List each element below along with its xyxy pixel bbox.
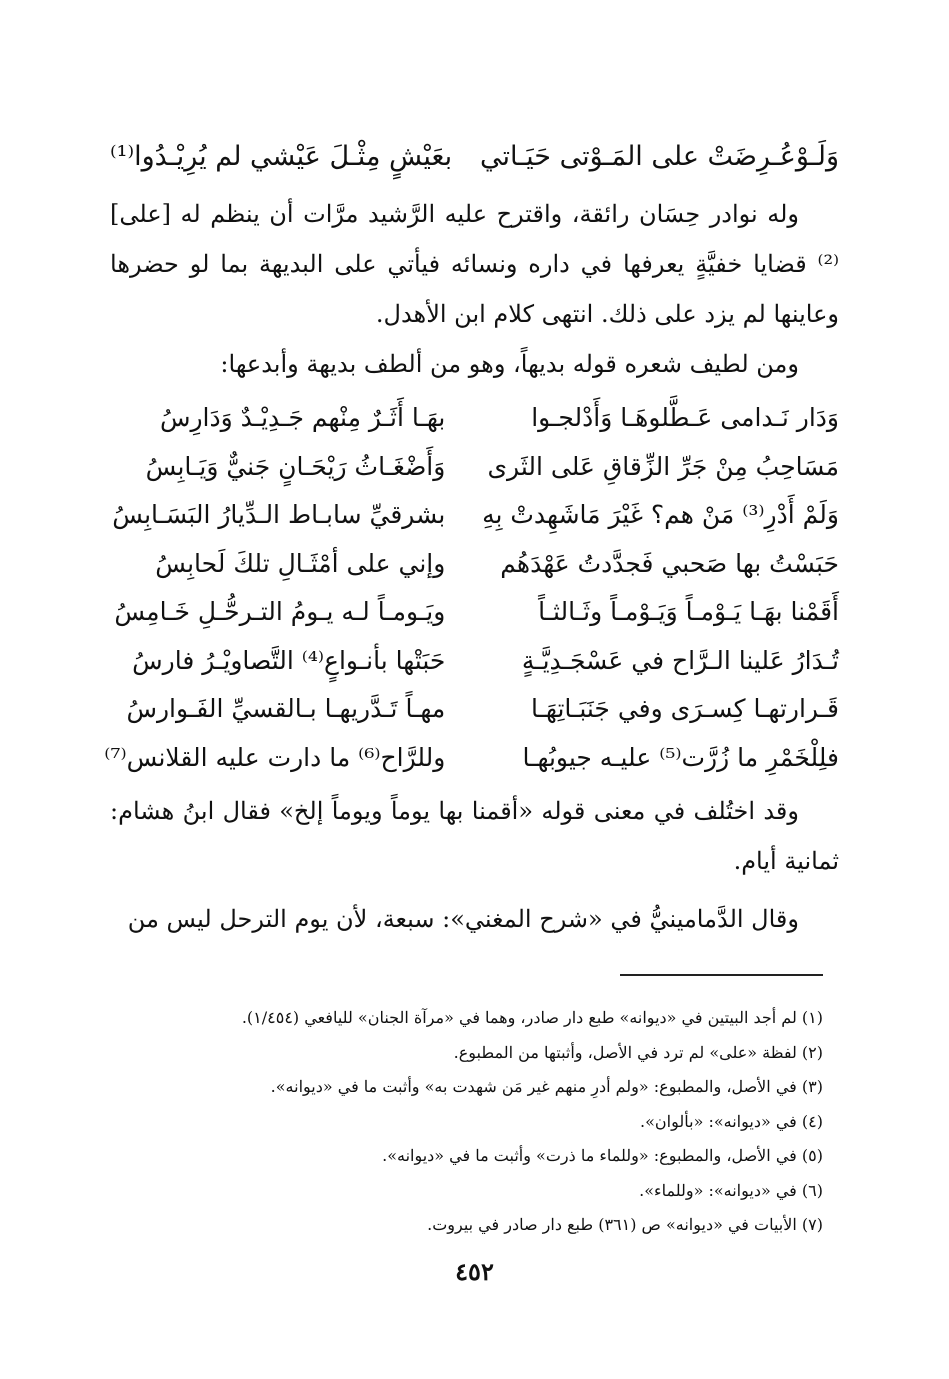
body-text-lower xyxy=(110,786,839,944)
opening-verse-first-hemistich: وَلَـوْعُـرِضَتْ على المَـوْتى حَيَـاتي xyxy=(480,141,839,172)
footnote: (٦) في «ديوانه»: «وللماء». xyxy=(639,1180,823,1200)
poem-line xyxy=(110,637,839,686)
body-text-upper xyxy=(110,189,839,389)
footnote: (٢) لفظة «على» لم ترد في الأصل، وأثبتها من المطبوع. xyxy=(453,1042,823,1062)
footnote: (٣) في الأصل، والمطبوع: «ولم أدرِ منهم غير مَن شهدت به» وأثبت ما في «ديوانه». xyxy=(270,1077,823,1096)
poem-line xyxy=(110,685,839,734)
poem-line xyxy=(110,540,839,589)
poem-second-hemistich: مهـاً تَـدَّريهـا بـالقسيِّ الفَـوارسُ xyxy=(126,694,446,723)
page-number: ٤٥٢ xyxy=(455,1257,494,1286)
poem-line xyxy=(110,491,839,540)
poem-first-hemistich: وَدَار نَـدامى عَـطَّلوهَـا وَأَدْلجـوا xyxy=(531,403,839,432)
opening-verse xyxy=(110,130,839,184)
poem-second-hemistich: وللرَّاح⁽⁶⁾ ما دارت عليه القلانس⁽⁷⁾ xyxy=(104,742,446,772)
paragraph-4: وقال الدَّمامينيُّ في «شرح المغني»: سبعة، لأن يوم الترحل ليس من xyxy=(127,905,799,933)
footnote: (٥) في الأصل، والمطبوع: «وللماء ما ذرت» وأثبت ما في «ديوانه». xyxy=(382,1146,823,1165)
footnote: (٤) في «ديوانه»: «بألوان». xyxy=(640,1111,823,1131)
footnote: (١) لم أجد البيتين في «ديوانه» طبع دار صادر، وهما في «مرآة الجنان» لليافعي (١/٤٥٤). xyxy=(241,1008,823,1027)
poem-first-hemistich: أَقَمْنا بهَـا يَـوْمـاً وَيَـوْمـاً وثَـالثـاً xyxy=(538,597,839,626)
poem-second-hemistich: ويَـومـاً لـه يـومُ التـرحُّـلِ خَـامِسُ xyxy=(114,597,446,626)
poem-second-hemistich: وإني على أمْثَـالِ تلكَ لَحابِسُ xyxy=(155,548,446,578)
poem-first-hemistich: قَـرارتهـا كِسـرَى وفي جَنَبَـاتِهَـا xyxy=(530,694,839,723)
poem-line xyxy=(110,588,839,637)
footnotes xyxy=(110,1001,823,1243)
paragraph-1: وله نوادر حِسَان رائقة، واقترح عليه الرَّشيد مرَّات أن ينظم له [على]⁽²⁾ قضايا خفيَّةٍ يعرفها في داره ونسائه فيأتي على البديهة بما لو حضرها وعاينها لم يزد على ذلك. انتهى كلام ابن الأهدل. xyxy=(110,200,839,328)
footnote-separator xyxy=(620,974,823,976)
poem-line xyxy=(110,443,839,492)
poem-second-hemistich: حَبَتْها بأنـواعٍ⁽⁴⁾ التَّصاويْـرُ فارسُ xyxy=(132,645,446,675)
poem-second-hemistich: بشرقيِّ سابـاط الـدِّيارُ البَسَـابِسُ xyxy=(112,500,446,529)
poem-first-hemistich: مَسَاحِبُ مِنْ جَرِّ الزِّقاقِ عَلى الثَرى xyxy=(487,451,839,481)
footnote: (٧) الأبيات في «ديوانه» ص (٣٦١) طبع دار صادر في بيروت. xyxy=(427,1215,823,1234)
poem-line xyxy=(104,734,839,783)
paragraph-2: ومن لطيف شعره قوله بديهاً، وهو من ألطف بديهة وأبدعها: xyxy=(220,350,799,378)
poem-first-hemistich: حَبَسْتُ بها صَحبي فَجدَّدتُ عَهْدَهُم xyxy=(500,548,839,578)
poem-line xyxy=(110,394,839,443)
paragraph-3: وقد اختُلف في معنى قوله «أقمنا بها يوماً ويوماً إلخ» فقال ابنُ هشام: ثمانية أيام. xyxy=(110,797,839,875)
poem-first-hemistich: فلِلْخَمْرِ ما زُرَّت⁽⁵⁾ عليـه جيوبُهـا xyxy=(522,742,839,772)
poem-first-hemistich: وَلَمْ أَدْرِ⁽³⁾ مَنْ هم؟ غَيْرَ مَاشَهِدتْ بِهِ xyxy=(482,500,839,529)
poem-second-hemistich: وَأَضْغَـاثُ رَيْحَـانٍ جَنيٌّ وَيَـابِسُ xyxy=(145,451,446,481)
opening-verse-second-hemistich: بعَيْشٍ مِثْـلَ عَيْشي لم يُرِيْـدُوا⁽¹⁾ xyxy=(110,141,453,172)
poem-first-hemistich: تُـدَارُ عَلينا الـرَّاح في عَسْجَـدِيَّـةٍ xyxy=(521,645,839,675)
poem-second-hemistich: بهَـا أَثَـرٌ مِنْهم جَـدِيْـدٌ وَدَارِسُ xyxy=(159,403,446,432)
poem xyxy=(104,394,839,782)
